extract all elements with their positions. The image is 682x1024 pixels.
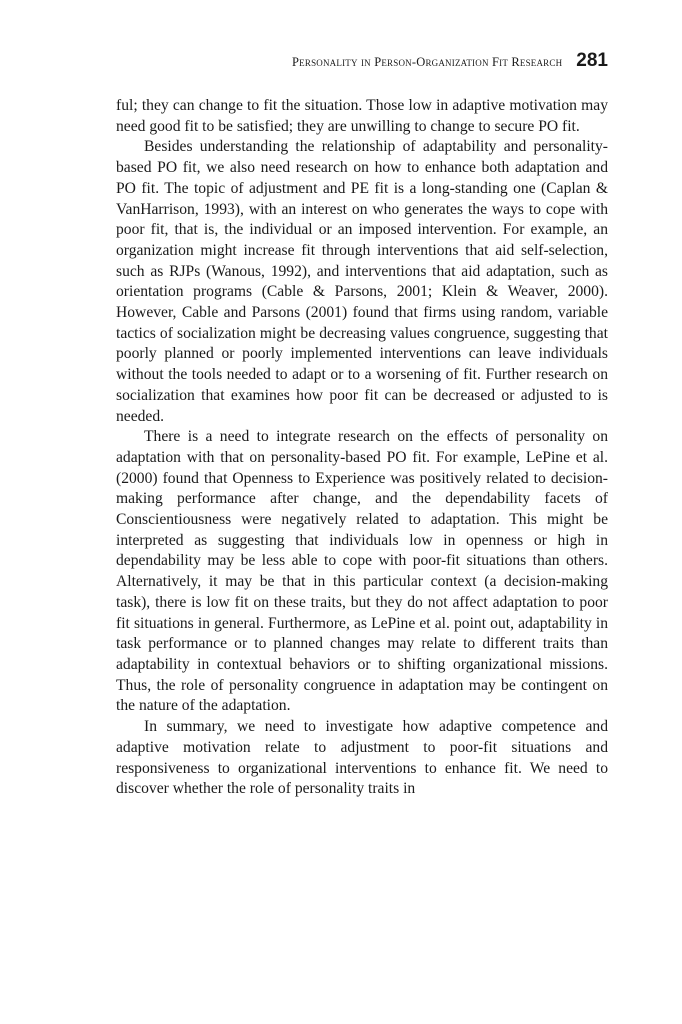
paragraph-personality-adaptation: There is a need to integrate research on the effects of personality on adaptation with that on personality-based PO fit. For example, LePine et al. (2000) found that Openness to Experience was positively related to decision-making performance after change, and the dependability facets of Conscientiousness were negatively related to adaptation. This might be interpreted as suggesting that individuals low in openness or high in dependability may be less able to cope with poor-fit situations than others. Alternatively, it may be that in this particular context (a decision-making task), there is low fit on these traits, but they do not affect adaptation to poor fit situations in general. Furthermore, as LePine et al. point out, adaptability in task performance or to planned changes may relate to different traits than adaptability in contextual behaviors or to shifting organizational missions. Thus, the role of personality congruence in adaptation may be contingent on the nature of the adaptation. <box>116 428 608 715</box>
book-page <box>116 50 608 800</box>
page-number: 281 <box>576 50 608 71</box>
paragraph-adaptation-interventions: Besides understanding the relationship of adaptability and personality-based PO fit, we also need research on how to enhance both adaptation and PO fit. The topic of adjustment and PE fit is a long-standing one (Caplan & VanHarrison, 1993), with an interest on who generates the ways to cope with poor fit, that is, the individual or an imposed intervention. For example, an organization might increase fit through interventions that aid self-selection, such as RJPs (Wanous, 1992), and interventions that aid adaptation, such as orientation programs (Cable & Parsons, 2001; Klein & Weaver, 2000). However, Cable and Parsons (2001) found that firms using random, variable tactics of socialization might be decreasing values congruence, suggesting that poorly planned or poorly implemented interventions can leave individuals without the tools needed to adapt or to a worsening of fit. Further research on socialization that examines how poor fit can be decreased or adjusted to is needed. <box>116 138 608 425</box>
paragraph-continued: ful; they can change to fit the situation. Those low in adaptive motivation may need good fit to be satisfied; they are unwilling to change to secure PO fit. <box>116 97 608 135</box>
running-head <box>116 50 608 78</box>
paragraph-summary: In summary, we need to investigate how adaptive competence and adaptive motivation relate to adjustment to poor-fit situations and responsiveness to organizational interventions to enhance fit. We need to discover whether the role of personality traits in <box>116 718 608 798</box>
body-text <box>116 96 608 800</box>
running-head-title: Personality in Person-Organization Fit Research <box>292 55 563 69</box>
